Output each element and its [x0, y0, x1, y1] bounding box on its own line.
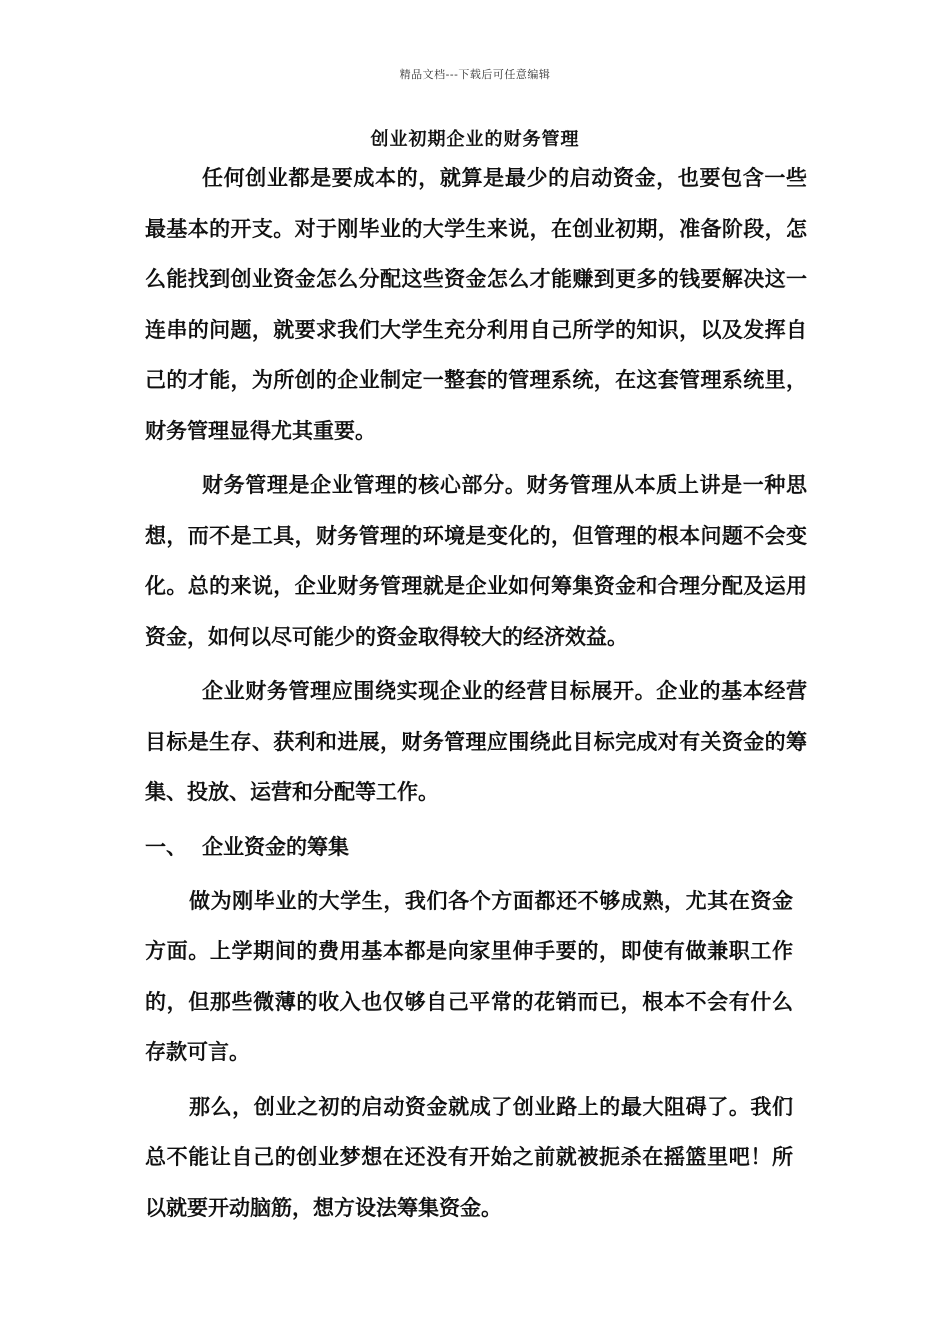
section-title: 企业资金的筹集: [202, 833, 349, 859]
paragraph-goal: 企业财务管理应围绕实现企业的经营目标展开。企业的基本经营目标是生存、获利和进展，财务管理应围绕此目标完成对有关资金的筹集、投放、运营和分配等工作。: [145, 678, 807, 804]
paragraph-core: 财务管理是企业管理的核心部分。财务管理从本质上讲是一种思想，而不是工具，财务管理的环境是变化的，但管理的根本问题不会变化。总的来说，企业财务管理就是企业如何筹集资金和合理分配及运用资金，如何以尽可能少的资金取得较大的经济效益。: [145, 472, 807, 649]
section-heading: [145, 822, 807, 872]
paragraph-intro: 任何创业都是要成本的，就算是最少的启动资金，也要包含一些最基本的开支。对于刚毕业的大学生来说，在创业初期，准备阶段，怎么能找到创业资金怎么分配这些资金怎么才能赚到更多的钱要解决这一连串的问题，就要求我们大学生充分利用自己所学的知识，以及发挥自己的才能，为所创的企业制定一整套的管理系统，在这套管理系统里，财务管理显得尤其重要。: [145, 165, 807, 443]
document-body: [145, 153, 807, 1237]
paragraph-funding-1: 做为刚毕业的大学生，我们各个方面都还不够成熟，尤其在资金方面。上学期间的费用基本都是向家里伸手要的，即使有做兼职工作的，但那些微薄的收入也仅够自己平常的花销而已，根本不会有什么存款可言。: [145, 887, 793, 1064]
header-note: 精品文档---下载后可任意编辑: [399, 68, 551, 81]
section-number: 一、: [145, 833, 187, 859]
paragraph-funding-2: 那么，创业之初的启动资金就成了创业路上的最大阻碍了。我们总不能让自己的创业梦想在还没有开始之前就被扼杀在摇篮里吧！所以就要开动脑筋，想方设法筹集资金。: [145, 1093, 793, 1220]
document-title: 创业初期企业的财务管理: [370, 129, 580, 150]
